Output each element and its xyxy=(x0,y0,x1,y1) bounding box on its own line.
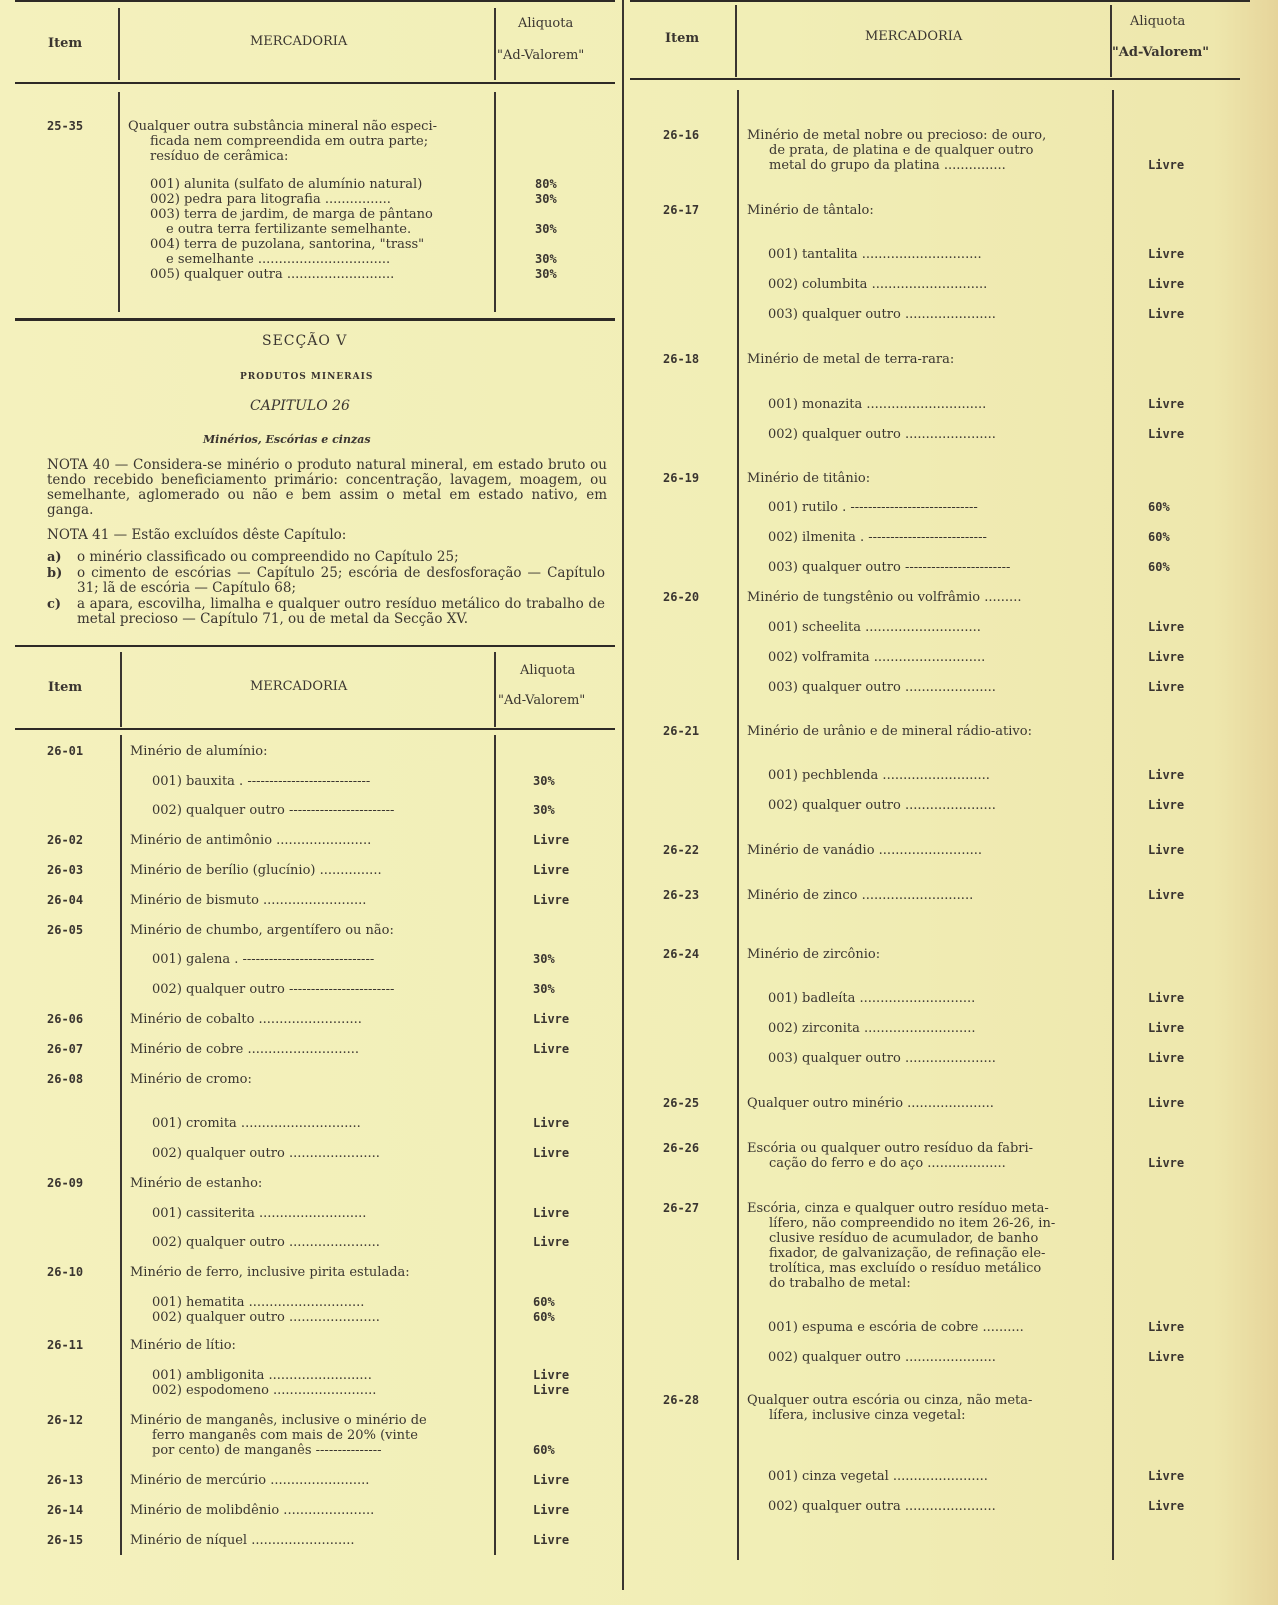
rate-value: Livre xyxy=(533,1503,570,1517)
merchandise-text: 001) scheelita ............................ xyxy=(768,620,981,635)
item-code: 26-04 xyxy=(47,893,84,907)
item-code: 26-14 xyxy=(47,1503,84,1517)
rate-value: Livre xyxy=(533,1146,570,1160)
col-line xyxy=(118,8,120,80)
col-line xyxy=(737,90,739,1560)
header-item: Item xyxy=(48,36,83,51)
nota-41: NOTA 41 — Estão excluídos dêste Capítulo: xyxy=(47,527,347,543)
nota-item-text: o cimento de escórias — Capítulo 25; escória de desfosforação — Capítulo 31; lã de escória — Capítulo 68; xyxy=(77,565,605,596)
section-subtitle: PRODUTOS MINERAIS xyxy=(240,372,374,382)
item-code: 26-27 xyxy=(663,1201,700,1215)
item-code: 26-11 xyxy=(47,1338,84,1352)
merchandise-text: fixador, de galvanização, de refinação ele- xyxy=(769,1246,1046,1261)
rate-value: Livre xyxy=(1148,1320,1185,1334)
rule xyxy=(15,645,615,647)
rate-value: Livre xyxy=(533,1116,570,1130)
merchandise-text: Minério de cromo: xyxy=(130,1072,252,1087)
rule xyxy=(630,0,1250,2)
merchandise-text: e outra terra fertilizante semelhante. xyxy=(166,222,412,237)
rate-value: Livre xyxy=(1148,307,1185,321)
item-code: 26-01 xyxy=(47,744,84,758)
rule xyxy=(15,318,615,321)
item-code: 26-17 xyxy=(663,203,700,217)
rate-value: 60% xyxy=(1148,500,1170,514)
merchandise-text: ficada nem compreendida em outra parte; xyxy=(150,134,429,149)
col-line xyxy=(494,735,496,1555)
header-item: Item xyxy=(665,31,700,46)
rate-value: Livre xyxy=(1148,247,1185,261)
rate-value: Livre xyxy=(533,1012,570,1026)
rate-value: Livre xyxy=(1148,1051,1185,1065)
merchandise-text: lífera, inclusive cinza vegetal: xyxy=(769,1408,966,1423)
merchandise-text: do trabalho de metal: xyxy=(769,1276,911,1291)
merchandise-text: Minério de níquel ......................... xyxy=(130,1533,355,1548)
merchandise-text: Minério de lítio: xyxy=(130,1338,236,1353)
rate-value: 30% xyxy=(535,252,557,266)
item-code: 26-10 xyxy=(47,1265,84,1279)
merchandise-text: por cento) de manganês --------------- xyxy=(152,1443,382,1458)
merchandise-text: 002) zirconita ........................... xyxy=(768,1021,976,1036)
item-code: 26-12 xyxy=(47,1413,84,1427)
item-code: 26-18 xyxy=(663,352,700,366)
rate-value: Livre xyxy=(1148,427,1185,441)
rate-value: Livre xyxy=(533,863,570,877)
header-aliquota: Aliquota xyxy=(520,663,576,678)
header-ad-valorem: "Ad-Valorem" xyxy=(1112,45,1209,60)
item-code: 26-19 xyxy=(663,471,700,485)
rate-value: Livre xyxy=(1148,277,1185,291)
rate-value: 30% xyxy=(535,192,557,206)
merchandise-text: Minério de alumínio: xyxy=(130,744,268,759)
merchandise-text: 001) cromita ............................. xyxy=(152,1116,361,1131)
rate-value: Livre xyxy=(1148,1469,1185,1483)
col-line xyxy=(118,92,120,312)
rate-value: Livre xyxy=(533,1206,570,1220)
rate-value: Livre xyxy=(1148,843,1185,857)
merchandise-text: 002) qualquer outro ...................... xyxy=(152,1146,380,1161)
merchandise-text: 003) qualquer outro ------------------------ xyxy=(768,560,1011,575)
rate-value: 30% xyxy=(533,774,555,788)
rate-value: Livre xyxy=(1148,798,1185,812)
merchandise-text: de prata, de platina e de qualquer outro xyxy=(769,143,1034,158)
header-item: Item xyxy=(48,680,83,695)
merchandise-text: Minério de antimônio ....................... xyxy=(130,833,372,848)
rate-value: Livre xyxy=(533,833,570,847)
rate-value: 80% xyxy=(535,177,557,191)
merchandise-text: Minério de molibdênio ...................... xyxy=(130,1503,375,1518)
merchandise-text: Minério de cobre ........................... xyxy=(130,1042,360,1057)
merchandise-text: 005) qualquer outra .......................... xyxy=(150,267,395,282)
rate-value: Livre xyxy=(1148,397,1185,411)
merchandise-text: 002) qualquer outro ------------------------ xyxy=(152,803,395,818)
nota-item-label: c) xyxy=(47,597,62,612)
rate-value: Livre xyxy=(533,1235,570,1249)
merchandise-text: Minério de ferro, inclusive pirita estulada: xyxy=(130,1265,410,1280)
merchandise-text: Minério de cobalto ......................... xyxy=(130,1012,362,1027)
merchandise-text: 002) qualquer outro ...................... xyxy=(152,1310,380,1325)
merchandise-text: 001) pechblenda .......................... xyxy=(768,768,990,783)
item-code: 26-16 xyxy=(663,128,700,142)
rate-value: Livre xyxy=(533,1042,570,1056)
rate-value: 60% xyxy=(533,1443,555,1457)
item-code: 26-07 xyxy=(47,1042,84,1056)
merchandise-text: Minério de titânio: xyxy=(747,471,871,486)
nota-item-text: a apara, escovilha, limalha e qualquer outro resíduo metálico do trabalho de metal precioso — Capítulo 71, ou de metal da Secção XV. xyxy=(77,596,605,627)
merchandise-text: Qualquer outra substância mineral não especi- xyxy=(128,119,437,134)
merchandise-text: 001) tantalita ............................. xyxy=(768,247,982,262)
rate-value: 60% xyxy=(1148,530,1170,544)
merchandise-text: 002) qualquer outro ------------------------ xyxy=(152,982,395,997)
header-aliquota: Aliquota xyxy=(1130,14,1186,29)
rate-value: 30% xyxy=(533,803,555,817)
nota-item-text: o minério classificado ou compreendido no Capítulo 25; xyxy=(77,549,459,565)
merchandise-text: Minério de mercúrio ........................ xyxy=(130,1473,370,1488)
merchandise-text: 002) qualquer outro ...................... xyxy=(768,427,996,442)
merchandise-text: 001) espuma e escória de cobre .......... xyxy=(768,1320,1024,1335)
merchandise-text: Minério de tântalo: xyxy=(747,203,874,218)
nota-item-label: b) xyxy=(47,566,63,581)
merchandise-text: clusive resíduo de acumulador, de banho xyxy=(769,1231,1039,1246)
item-code: 26-02 xyxy=(47,833,84,847)
rate-value: Livre xyxy=(1148,1350,1185,1364)
header-ad-valorem: "Ad-Valorem" xyxy=(498,693,586,708)
merchandise-text: Minério de vanádio ......................... xyxy=(747,843,982,858)
rate-value: 30% xyxy=(535,222,557,236)
merchandise-text: 003) terra de jardim, de marga de pântano xyxy=(150,207,433,222)
col-line xyxy=(1112,90,1114,1560)
header-mercadoria: MERCADORIA xyxy=(865,29,963,44)
col-line xyxy=(735,5,737,77)
merchandise-text: Minério de tungstênio ou volfrâmio ......... xyxy=(747,590,1022,605)
item-code: 26-13 xyxy=(47,1473,84,1487)
merchandise-text: Minério de chumbo, argentífero ou não: xyxy=(130,923,394,938)
merchandise-text: metal do grupo da platina ............... xyxy=(769,158,1006,173)
rate-value: Livre xyxy=(1148,991,1185,1005)
rate-value: 60% xyxy=(533,1310,555,1324)
merchandise-text: Qualquer outro minério ..................... xyxy=(747,1096,994,1111)
col-line xyxy=(494,92,496,312)
rate-value: 60% xyxy=(1148,560,1170,574)
merchandise-text: 001) ambligonita ......................... xyxy=(152,1368,372,1383)
col-line xyxy=(120,735,122,1555)
merchandise-text: 002) espodomeno ......................... xyxy=(152,1383,377,1398)
rate-value: 30% xyxy=(533,952,555,966)
column-divider xyxy=(622,0,624,1590)
item-code: 26-06 xyxy=(47,1012,84,1026)
rate-value: Livre xyxy=(1148,158,1185,172)
merchandise-text: resíduo de cerâmica: xyxy=(150,149,289,164)
merchandise-text: 001) alunita (sulfato de alumínio natural) xyxy=(150,177,423,192)
rate-value: Livre xyxy=(533,893,570,907)
item-code: 26-08 xyxy=(47,1072,84,1086)
item-code: 26-24 xyxy=(663,947,700,961)
merchandise-text: 001) bauxita . ---------------------------- xyxy=(152,774,371,789)
merchandise-text: 001) rutilo . ----------------------------- xyxy=(768,500,978,515)
chapter-subtitle: Minérios, Escórias e cinzas xyxy=(203,433,371,446)
merchandise-text: cação do ferro e do aço ................... xyxy=(769,1156,1006,1171)
merchandise-text: Qualquer outra escória ou cinza, não meta- xyxy=(747,1393,1033,1408)
merchandise-text: lífero, não compreendido no item 26-26, in- xyxy=(769,1216,1056,1231)
rate-value: Livre xyxy=(1148,888,1185,902)
merchandise-text: Minério de zircônio: xyxy=(747,947,881,962)
merchandise-text: Escória ou qualquer outro resíduo da fabri- xyxy=(747,1141,1034,1156)
merchandise-text: Minério de zinco ........................... xyxy=(747,888,974,903)
col-line xyxy=(120,652,122,727)
rate-value: 60% xyxy=(533,1295,555,1309)
merchandise-text: ferro manganês com mais de 20% (vinte xyxy=(152,1428,418,1443)
rate-value: 30% xyxy=(535,267,557,281)
rate-value: Livre xyxy=(1148,1021,1185,1035)
header-ad-valorem: "Ad-Valorem" xyxy=(497,48,585,63)
rule xyxy=(15,0,615,2)
merchandise-text: 002) ilmenita . --------------------------- xyxy=(768,530,987,545)
merchandise-text: 001) galena . ------------------------------ xyxy=(152,952,375,967)
rate-value: Livre xyxy=(1148,680,1185,694)
nota-40: NOTA 40 — Considera-se minério o produto natural mineral, em estado bruto ou tendo recebido beneficiamento primário: concentração, lavagem, moagem, ou semelhante, aglomerado ou não e bem assim o metal em estado nativo, em ganga. xyxy=(47,457,607,518)
item-code: 26-15 xyxy=(47,1533,84,1547)
item-code: 26-21 xyxy=(663,724,700,738)
header-mercadoria: MERCADORIA xyxy=(250,34,348,49)
col-line xyxy=(494,652,496,727)
merchandise-text: 002) qualquer outra ...................... xyxy=(768,1499,996,1514)
item-code: 26-25 xyxy=(663,1096,700,1110)
merchandise-text: e semelhante ................................ xyxy=(166,252,391,267)
rate-value: Livre xyxy=(533,1368,570,1382)
chapter-title: CAPITULO 26 xyxy=(250,398,350,414)
rate-value: Livre xyxy=(533,1533,570,1547)
item-code: 26-23 xyxy=(663,888,700,902)
rate-value: Livre xyxy=(1148,1096,1185,1110)
merchandise-text: Escória, cinza e qualquer outro resíduo meta- xyxy=(747,1201,1049,1216)
rule xyxy=(630,78,1240,80)
merchandise-text: 001) badleíta ............................ xyxy=(768,991,976,1006)
section-title: SECÇÃO V xyxy=(262,333,348,349)
rule xyxy=(15,82,615,84)
rate-value: 30% xyxy=(533,982,555,996)
merchandise-text: Minério de manganês, inclusive o minério de xyxy=(130,1413,427,1428)
merchandise-text: 002) qualquer outro ...................... xyxy=(768,798,996,813)
merchandise-text: Minério de metal nobre ou precioso: de ouro, xyxy=(747,128,1047,143)
merchandise-text: 001) monazita ............................. xyxy=(768,397,987,412)
nota-item-label: a) xyxy=(47,550,62,565)
merchandise-text: 001) cassiterita .......................... xyxy=(152,1206,367,1221)
rule xyxy=(15,728,615,730)
merchandise-text: 001) hematita ............................ xyxy=(152,1295,365,1310)
merchandise-text: 002) pedra para litografia ................ xyxy=(150,192,391,207)
rate-value: Livre xyxy=(1148,768,1185,782)
header-aliquota: Aliquota xyxy=(518,16,574,31)
merchandise-text: 004) terra de puzolana, santorina, "trass" xyxy=(150,237,425,252)
merchandise-text: 002) columbita ............................ xyxy=(768,277,988,292)
rate-value: Livre xyxy=(1148,1499,1185,1513)
col-line xyxy=(494,8,496,80)
merchandise-text: Minério de berílio (glucínio) ............... xyxy=(130,863,382,878)
header-mercadoria: MERCADORIA xyxy=(250,679,348,694)
rate-value: Livre xyxy=(1148,650,1185,664)
merchandise-text: Minério de bismuto ......................... xyxy=(130,893,367,908)
rate-value: Livre xyxy=(533,1383,570,1397)
col-line xyxy=(1110,5,1112,77)
item-code: 26-20 xyxy=(663,590,700,604)
merchandise-text: Minério de urânio e de mineral rádio-ativo: xyxy=(747,724,1032,739)
item-code: 26-28 xyxy=(663,1393,700,1407)
merchandise-text: 003) qualquer outro ...................... xyxy=(768,1051,996,1066)
rate-value: Livre xyxy=(1148,620,1185,634)
merchandise-text: 002) qualquer outro ...................... xyxy=(152,1235,380,1250)
item-code: 26-05 xyxy=(47,923,84,937)
merchandise-text: 003) qualquer outro ...................... xyxy=(768,680,996,695)
merchandise-text: 001) cinza vegetal ....................... xyxy=(768,1469,988,1484)
rate-value: Livre xyxy=(1148,1156,1185,1170)
item-code: 25-35 xyxy=(47,119,84,133)
merchandise-text: 003) qualquer outro ...................... xyxy=(768,307,996,322)
merchandise-text: Minério de estanho: xyxy=(130,1176,263,1191)
item-code: 26-09 xyxy=(47,1176,84,1190)
item-code: 26-22 xyxy=(663,843,700,857)
merchandise-text: Minério de metal de terra-rara: xyxy=(747,352,955,367)
merchandise-text: trolítica, mas excluído o resíduo metálico xyxy=(769,1261,1042,1276)
merchandise-text: 002) qualquer outro ...................... xyxy=(768,1350,996,1365)
rate-value: Livre xyxy=(533,1473,570,1487)
item-code: 26-26 xyxy=(663,1141,700,1155)
merchandise-text: 002) volframita ........................... xyxy=(768,650,986,665)
item-code: 26-03 xyxy=(47,863,84,877)
